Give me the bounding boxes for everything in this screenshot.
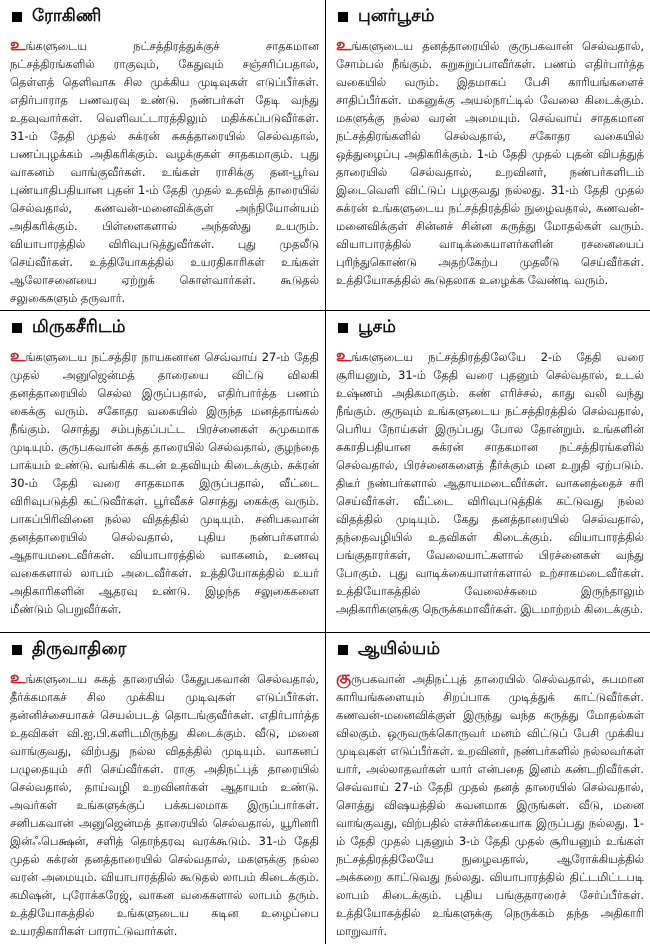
star-title: பூசம் (358, 317, 397, 337)
section-header (10, 0, 319, 34)
star-title: ஆயில்யம் (358, 639, 441, 659)
prediction-body: ங்களுடைய நட்சத்திரத்திலேயே 2-ம் தேதி வரை சூரியனும், 31-ம் தேதி வரை புதனும் செல்வதால், உடல் உஷ்ணம் அதிகமாகும். கண் எரிச்சல், காது வலி வந்து நீங்கும். குருவும் உங்களுடைய நட்சத்திரத்தில் செல்வதால், பெரிய நோய்கள் இருப்பது போல தோன்றும். உங்களின் சுகாதிபதியான சுக்ரன் சாதகமான நட்சத்திரங்களில் செல்வதால், பிரச்னைகளைத் தீர்க்கும் மன உறுதி ஏற்படும். திடீர் நண்பர்களால் ஆதாயமடைவீர்கள். வாகனத்தைச் சரி செய்வீர்கள். வீட்டை விரிவுபடுத்திக் கட்டுவது நல்ல விதத்தில் முடியும். கேது தனத்தாரையில் செல்வதால், தந்தைவழியில் உதவிகள் கிடைக்கும். வியாபாரத்தில் பங்குதாரர்கள், வேலையாட்களால் பிரச்னைகள் வந்து போகும். புது வாடிக்கையாளர்களால் உற்சாகமடைவீர்கள். உத்தியோகத்தில் வேலைச்சுமை இருந்தாலும் அதிகாரிகளுக்கு நெருக்கமாவீர்கள். இடமாற்றம் கிடைக்கும். (336, 350, 644, 616)
star-section-ayilyam (325, 632, 650, 944)
prediction-body: ங்களுடைய நட்சத்திரத்துக்குச் சாதகமான நட்சத்திரங்களில் ராகுவும், கேதுவும் சஞ்சரிப்பதால், தெள்ளத் தெளிவாக சில முக்கிய முடிவுகள் எடுப்பீர்கள். எதிர்பாராத பணவரவு உண்டு. நண்பர்கள் தேடி வந்து உதவுவார்கள். வெளிவட்டாரத்திலும் மதிக்கப்படுவீர்கள். 31-ம் தேதி முதல் சுக்ரன் சுகத்தாரையில் செல்வதால், பணப்புழக்கம் அதிகரிக்கும். வழக்குகள் சாதகமாகும். புது வாகனம் வாங்குவீர்கள். உங்கள் ராசிக்கு தன-பூர்வ புண்யாதிபதியான புதன் 1-ம் தேதி முதல் உதவித் தாரையில் செல்வதால், கணவன்-மனைவிக்குள் அந்நியோன்யம் அதிகரிக்கும். பிள்ளைகளால் அந்தஸ்து உயரும். வியாபாரத்தில் விரிவுபடுத்துவீர்கள். புது முதலீடு செய்வீர்கள். உத்தியோகத்தில் உயரதிகாரிகள் உங்கள் ஆலோசனையை ஏற்றுக் கொள்வார்கள். கூடுதல் சலுகைகளும் தருவார். (10, 39, 319, 305)
prediction-text (336, 669, 644, 940)
star-title: மிருகசீரிடம் (32, 317, 126, 337)
prediction-text (336, 36, 644, 289)
drop-initial: உ (336, 35, 352, 55)
section-header (336, 633, 644, 667)
prediction-body: ங்களுடைய நட்சத்திர நாயகனான செவ்வாய் 27-ம் தேதி முதல் அனுஜென்மத் தாரையை விட்டு விலகி தனத்தாரையில் செல்ல இருப்பதால், எதிர்பார்த்த பணம் கைக்கு வரும். சகோதர வகையில் இருந்த மனத்தாங்கல் நீங்கும். சொத்து சம்பந்தப்பட்ட பிரச்னைகள் சுமுகமாக முடியும். குருபகவான் சுகத் தாரையில் செல்வதால், குழந்தை பாக்யம் உண்டு. வங்கிக் கடன் உதவியும் கிடைக்கும். சுக்ரன் 30-ம் தேதி வரை சாதகமாக இருப்பதால், வீட்டை விரிவுபடுத்தி கட்டுவீர்கள். பூர்வீகச் சொத்து கைக்கு வரும். பாகப்பிரிவினை நல்ல விதத்தில் முடியும். சனிபகவான் தனத்தாரையில் செல்வதால், புதிய நண்பர்களால் ஆதாயமடைவீர்கள். வியாபாரத்தில் வாகனம், உணவு வகைகளால் லாபம் அடைவீர்கள். உத்தியோகத்தில் உயர் அதிகாரிகளின் ஆதரவு உண்டு. இழந்த சலுகைகளை மீண்டும் பெறுவீர்கள். (10, 350, 319, 616)
square-bullet-icon (12, 12, 22, 22)
drop-initial: உ (10, 668, 26, 688)
square-bullet-icon (338, 645, 348, 655)
drop-initial: கு (336, 668, 352, 688)
drop-initial: உ (336, 346, 352, 366)
star-section-poosam (325, 310, 650, 632)
section-header (10, 311, 319, 345)
square-bullet-icon (338, 323, 348, 333)
prediction-text (10, 36, 319, 307)
drop-initial: உ (10, 35, 26, 55)
star-title: ரோகிணி (32, 6, 102, 26)
prediction-text (10, 347, 319, 618)
star-section-thiruvathirai (0, 632, 325, 944)
square-bullet-icon (12, 323, 22, 333)
section-header (336, 0, 644, 34)
square-bullet-icon (338, 12, 348, 22)
prediction-body: ருபகவான் அதிநட்புத் தாரையில் செல்வதால், சுபமான காரியங்களையும் சிறப்பாக முடித்துக் காட்டுவீர்கள். கணவன்-மனைவிக்குள் இருந்து வந்த கருத்து மோதல்கள் விலகும். ஒருவருக்கொருவர் மனம் விட்டுப் பேசி முக்கிய முடிவுகள் எடுப்பீர்கள். உறவினர், நண்பர்களில் நல்லவர்கள் யார், அல்லாதவர்கள் யார் என்பதை இனம் கண்டறிவீர்கள். செவ்வாய் 27-ம் தேதி முதல் தனத் தாரையில் செல்வதால், சொத்து விஷயத்தில் கவனமாக இருங்கள். வீடு, மனை வாங்குவது, விற்பதில் எச்சரிக்கையாக இருப்பது நல்லது. 1-ம் தேதி முதல் புதனும் 3-ம் தேதி முதல் சூரியனும் உங்கள் நட்சத்திரத்திலேயே நுழைவதால், ஆரோக்கியத்தில் அக்கறை காட்டுவது நல்லது. வியாபாரத்தில் திட்டமிட்டபடி லாபம் கிடைக்கும். புதிய பங்குதாரரைச் சேர்ப்பீர்கள். உத்தியோகத்தில் உங்களுக்கு நெருக்கம் தந்த அதிகாரி மாறுவார். (336, 672, 644, 938)
prediction-text (10, 669, 319, 940)
star-section-punarpoosam (325, 0, 650, 310)
square-bullet-icon (12, 645, 22, 655)
prediction-body: ங்களுடைய சுகத் தாரையில் கேதுபகவான் செல்வதால், தீர்க்கமாகச் சில முக்கிய முடிவுகள் எடுப்பீர்கள். தன்னிச்சையாகச் செயல்படத் தொடங்குவீர்கள். எதிர்பார்த்த உதவிகள் வி.ஐ.பி.களிடமிருந்து கிடைக்கும். வீடு, மனை வாங்குவது, விற்பது நல்ல விதத்தில் முடியும். வாகனப் பழுதையும் சரி செய்வீர்கள். ராகு அதிநட்புத் தாரையில் செல்வதால், தாய்வழி உறவினர்கள் ஆதாயம் உண்டு. அவர்கள் உங்களுக்குப் பக்கபலமாக இருப்பார்கள். சனிபகவான் அனுஜென்மத் தாரையில் செல்வதால், யூரினரி இன்ஃபெக்ஷன், சளித் தொந்தரவு வரக்கூடும். 31-ம் தேதி முதல் சுக்ரன் தனத்தாரையில் செல்வதால், மகளுக்கு நல்ல வரன் அமையும். வியாபாரத்தில் கூடுதல் லாபம் கிடைக்கும். கமிஷன், புரோக்கரேஜ், வாகன வகைகளால் லாபம் தரும். உத்தியோகத்தில் உங்களுடைய கடின உழைப்பை உயரதிகாரிகள் பாராட்டுவார்கள். (10, 672, 319, 938)
prediction-text (336, 347, 644, 618)
prediction-body: ங்களுடைய தனத்தாரையில் குருபகவான் செல்வதால், சோம்பல் நீங்கும். சுறுசுறுப்பாவீர்கள். பணம் எதிர்பார்த்த வகையில் வரும். இதமாகப் பேசி காரியங்களைச் சாதிப்பீர்கள். மகனுக்கு அயல்நாட்டில் வேலை கிடைக்கும். மகளுக்கு நல்ல வரன் அமையும். செவ்வாய் சாதகமான நட்சத்திரங்களில் செல்வதால், சகோதர வகையில் ஒத்துழைப்பு அதிகரிக்கும். 1-ம் தேதி முதல் புதன் விபத்துத் தாரையில் செல்வதால், உறவினர், நண்பர்களிடம் இடைவெளி விட்டுப் பழகுவது நல்லது. 31-ம் தேதி முதல் சுக்ரன் உங்களுடைய நட்சத்திரத்தில் நுழைவதால், கணவன்-மனைவிக்குள் சின்னச் சின்ன கருத்து மோதல்கள் வரும். வியாபாரத்தில் வாடிக்கையாளர்களின் ரசனையைப் புரிந்துகொண்டு அதற்கேற்ப முதலீடு செய்வீர்கள். உத்தியோகத்தில் கூடுதலாக உழைக்க வேண்டி வரும். (336, 39, 644, 287)
star-title: திருவாதிரை (32, 639, 127, 659)
section-header (10, 633, 319, 667)
star-title: புனர்பூசம் (358, 6, 435, 26)
drop-initial: உ (10, 346, 26, 366)
star-section-rohini (0, 0, 325, 310)
section-header (336, 311, 644, 345)
star-section-mirugaseeridam (0, 310, 325, 632)
